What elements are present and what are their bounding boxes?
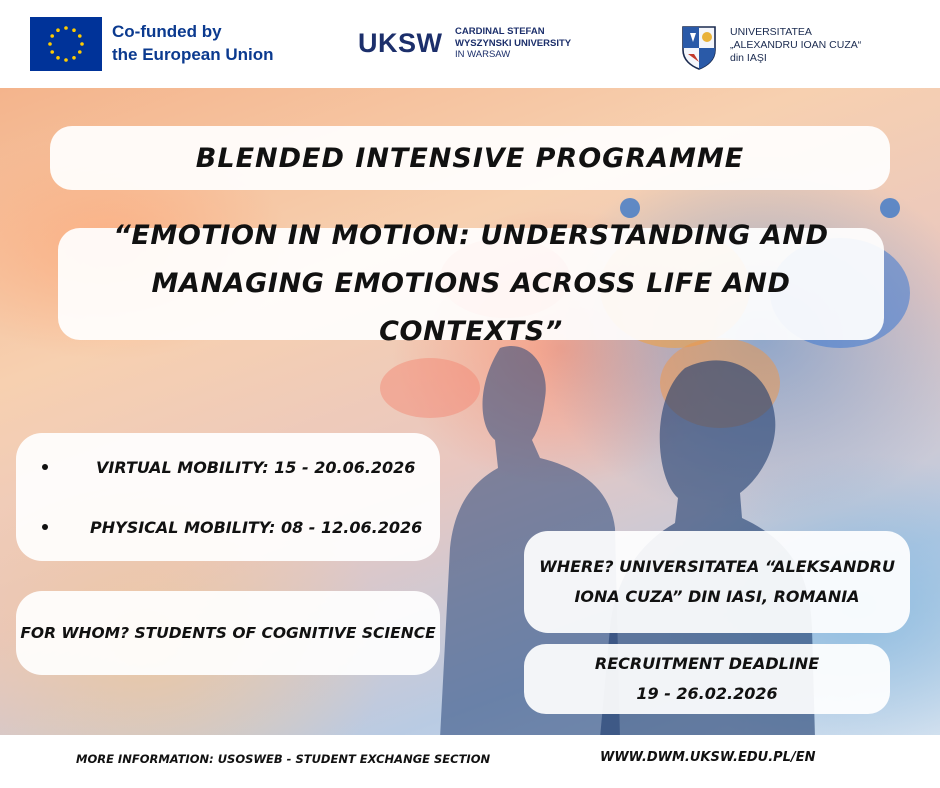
programme-title: BLENDED INTENSIVE PROGRAMME [50, 126, 890, 190]
eu-line-1: Co-funded by [112, 22, 222, 41]
more-info-text: MORE INFORMATION: USOSWEB - STUDENT EXCHANGE SECTION [76, 752, 491, 766]
uksw-name-line-3: IN WARSAW [455, 49, 511, 60]
course-title [58, 220, 884, 347]
decor-dot [880, 198, 900, 218]
where-box [524, 531, 910, 633]
uksw-logo: UKSW [358, 28, 443, 58]
header-bar [0, 0, 940, 88]
footer-bar [0, 735, 940, 788]
bullet-icon [42, 464, 48, 470]
for-whom-box: FOR WHOM? STUDENTS OF COGNITIVE SCIENCE [16, 591, 440, 675]
where-line-1: WHERE? UNIVERSITATEA “ALEKSANDRU [539, 557, 895, 576]
deadline-box [524, 644, 890, 714]
uaic-line-3: din IAŞI [730, 52, 767, 64]
uksw-name-line-2: WYSZYNSKI UNIVERSITY [455, 37, 572, 49]
eu-flag-icon [30, 17, 102, 71]
virtual-mobility-label: VIRTUAL MOBILITY: 15 - 20.06.2026 [96, 457, 416, 477]
uksw-name-line-1: CARDINAL STEFAN [455, 26, 545, 37]
hero-background [0, 88, 940, 735]
course-title-line-2: MANAGING EMOTIONS ACROSS LIFE AND CONTEXTS” [151, 268, 791, 347]
eu-cofunded-label [112, 20, 274, 66]
list-item [16, 497, 422, 557]
list-item [16, 437, 415, 497]
where-line-2: IONA CUZA” DIN IASI, ROMANIA [574, 587, 860, 606]
uaic-line-1: UNIVERSITATEA [730, 26, 812, 38]
mobility-dates-box [16, 433, 440, 561]
website-link[interactable]: WWW.DWM.UKSW.EDU.PL/EN [600, 750, 816, 765]
uaic-university-name [730, 26, 861, 65]
physical-mobility-label: PHYSICAL MOBILITY: 08 - 12.06.2026 [90, 517, 423, 537]
uaic-line-2: „ALEXANDRU IOAN CUZA“ [730, 39, 862, 51]
eu-line-2: the European Union [112, 45, 274, 64]
course-title-line-1: “EMOTION IN MOTION: UNDERSTANDING AND [113, 220, 829, 251]
uaic-crest-icon [680, 24, 718, 70]
deadline-dates: 19 - 26.02.2026 [636, 684, 778, 703]
bullet-icon [42, 524, 48, 530]
uksw-university-name [455, 26, 571, 61]
deadline-label: RECRUITMENT DEADLINE [594, 654, 820, 673]
